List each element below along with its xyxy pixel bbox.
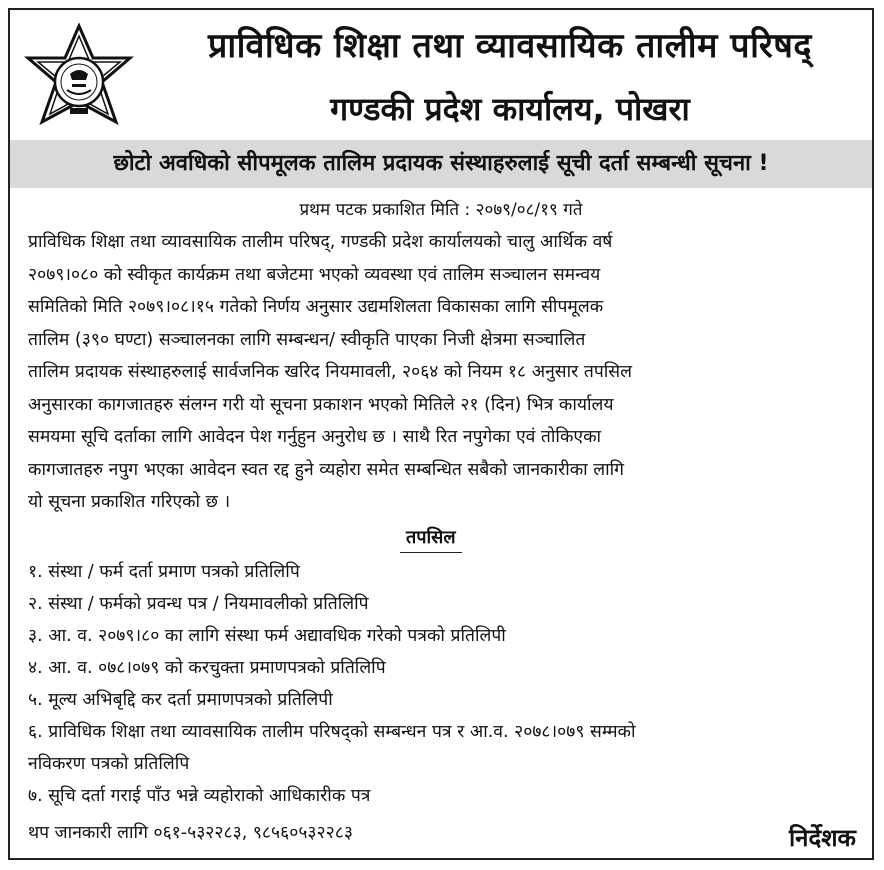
details-heading: तपसिल — [400, 524, 462, 553]
body-line: तालिम प्रदायक संस्थाहरुलाई सार्वजनिक खरिद नियमावली, २०६४ को नियम १८ अनुसार तपसिल — [28, 362, 633, 382]
list-item: ५. मूल्य अभिबृद्दि कर दर्ता प्रमाणपत्रको प्रतिलिपी — [28, 690, 333, 710]
body-line: प्राविधिक शिक्षा तथा व्यावसायिक तालीम परिषद्, गण्डकी प्रदेश कार्यालयको चालु आर्थिक वर्ष — [28, 232, 613, 252]
contact-info: थप जानकारी लागि ०६१-५३२२८३, ९८५६०५३२२८३ — [28, 823, 353, 843]
body-line: तालिम (३९० घण्टा) सञ्चालनका लागि सम्बन्धन/ स्वीकृति पाएका निजी क्षेत्रमा सञ्चालित — [28, 329, 586, 350]
published-date: प्रथम पटक प्रकाशित मिति : २०७९/०८/१९ गते — [299, 200, 583, 220]
body-line: २०७९।०८० को स्वीकृत कार्यक्रम तथा बजेटमा भएको व्यवस्था एवं तालिम सञ्चालन समन्वय — [28, 264, 601, 285]
list-item: नविकरण पत्रको प्रतिलिपि — [28, 754, 190, 774]
nepal-government-emblem-icon — [20, 22, 138, 140]
required-documents-list — [28, 556, 858, 812]
body-line: यो सूचना प्रकाशित गरिएको छ । — [28, 492, 231, 512]
list-item: २. संस्था / फर्मको प्रवन्ध पत्र / नियमावलीको प्रतिलिपि — [28, 594, 369, 614]
body-line: कागजातहरु नपुग भएका आवेदन स्वत रद्द हुने व्यहोरा समेत सम्बन्धित सबैको जानकारीका लागि — [28, 459, 625, 480]
body-line: समितिको मिति २०७९।०८।१५ गतेको निर्णय अनुसार उद्यमशिलता विकासका लागि सीपमूलक — [28, 297, 604, 317]
body-line: समयमा सूचि दर्ताका लागि आवेदन पेश गर्नुहुन अनुरोध छ । साथै रित नपुगेका एवं तोकिएका — [28, 427, 602, 447]
organization-title: प्राविधिक शिक्षा तथा व्यावसायिक तालीम परिषद् — [208, 26, 812, 66]
list-item: ३. आ. व. २०७९।८० का लागि संस्था फर्म अद्यावधिक गरेको पत्रको प्रतिलिपी — [28, 626, 506, 646]
list-item: ४. आ. व. ०७८।०७९ को करचुक्ता प्रमाणपत्रको प्रतिलिपि — [28, 658, 386, 678]
notice-body — [28, 226, 854, 519]
office-subtitle: गण्डकी प्रदेश कार्यालय, पोखरा — [330, 90, 690, 128]
notice-headline: छोटो अवधिको सीपमूलक तालिम प्रदायक संस्थाहरुलाई सूची दर्ता सम्बन्धी सूचना ! — [10, 140, 872, 188]
list-item: ६. प्राविधिक शिक्षा तथा व्यावसायिक तालीम परिषद्को सम्बन्धन पत्र र आ.व. २०७८।०७९ सम्मको — [28, 722, 636, 742]
body-line: अनुसारका कागजातहरु संलग्न गरी यो सूचना प्रकाशन भएको मितिले २१ (दिन) भित्र कार्यालय — [28, 394, 614, 415]
signatory-title: निर्देशक — [788, 824, 856, 852]
list-item: १. संस्था / फर्म दर्ता प्रमाण पत्रको प्रतिलिपि — [28, 562, 300, 582]
list-item: ७. सूचि दर्ता गराई पाँउ भन्ने व्यहोराको आधिकारीक पत्र — [28, 786, 371, 806]
